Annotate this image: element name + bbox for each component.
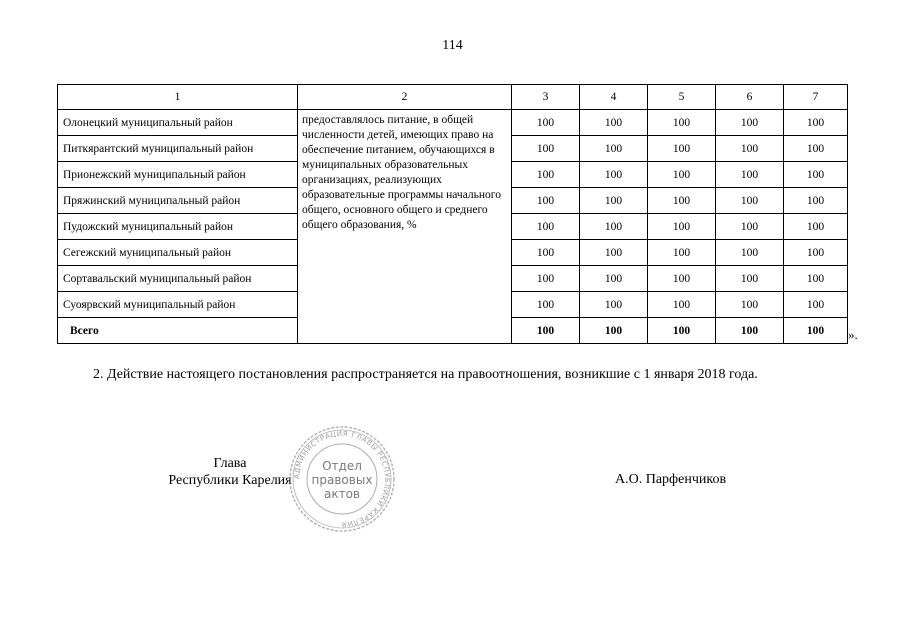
value-cell: 100 [580, 188, 648, 214]
table-header-row [58, 85, 848, 110]
value-cell: 100 [784, 214, 848, 240]
value-cell: 100 [648, 110, 716, 136]
district-name-cell: Питкярантский муниципальный район [58, 136, 298, 162]
value-cell: 100 [784, 266, 848, 292]
signatory-title-line1: Глава [213, 456, 247, 471]
total-value-cell: 100 [648, 318, 716, 344]
stamp-line: Отдел [322, 459, 362, 473]
value-cell: 100 [716, 136, 784, 162]
value-cell: 100 [716, 214, 784, 240]
district-indicator-table [57, 84, 848, 344]
total-value-cell: 100 [580, 318, 648, 344]
value-cell: 100 [716, 188, 784, 214]
column-header: 1 [58, 85, 298, 110]
value-cell: 100 [580, 136, 648, 162]
value-cell: 100 [648, 240, 716, 266]
value-cell: 100 [784, 188, 848, 214]
column-header: 4 [580, 85, 648, 110]
value-cell: 100 [512, 162, 580, 188]
value-cell: 100 [784, 292, 848, 318]
value-cell: 100 [512, 292, 580, 318]
value-cell: 100 [648, 292, 716, 318]
total-value-cell: 100 [784, 318, 848, 344]
district-name-cell: Сегежский муниципальный район [58, 240, 298, 266]
table-row [58, 110, 848, 136]
value-cell: 100 [512, 110, 580, 136]
legal-department-stamp [287, 424, 397, 534]
total-value-cell: 100 [512, 318, 580, 344]
value-cell: 100 [580, 162, 648, 188]
district-name-cell: Олонецкий муниципальный район [58, 110, 298, 136]
value-cell: 100 [512, 188, 580, 214]
value-cell: 100 [716, 266, 784, 292]
value-cell: 100 [512, 136, 580, 162]
column-header: 3 [512, 85, 580, 110]
value-cell: 100 [784, 110, 848, 136]
column-header: 5 [648, 85, 716, 110]
value-cell: 100 [512, 214, 580, 240]
value-cell: 100 [580, 240, 648, 266]
value-cell: 100 [512, 266, 580, 292]
value-cell: 100 [648, 162, 716, 188]
signatory-title-line2: Республики Карелия [168, 473, 292, 488]
closing-quote: ». [848, 327, 858, 342]
column-header: 2 [298, 85, 512, 110]
value-cell: 100 [784, 136, 848, 162]
clause-2-text: 2. Действие настоящего постановления распространяется на правоотношения, возникшие с 1 января 2018 года. [93, 367, 758, 382]
stamp-line: актов [323, 487, 361, 501]
value-cell: 100 [512, 240, 580, 266]
page-number: 114 [442, 38, 463, 53]
district-name-cell: Пряжинский муниципальный район [58, 188, 298, 214]
district-name-cell: Суоярвский муниципальный район [58, 292, 298, 318]
stamp-line: правовых [311, 473, 373, 487]
value-cell: 100 [716, 240, 784, 266]
value-cell: 100 [716, 292, 784, 318]
indicator-description-cell: предоставлялось питание, в общей численности детей, имеющих право на обеспечение питанием, обучающихся в муниципальных образовательных организациях, реализующих образовательные программы начального общего, основного общего и среднего общего образования, % [298, 110, 512, 344]
value-cell: 100 [648, 136, 716, 162]
district-name-cell: Пудожский муниципальный район [58, 214, 298, 240]
signatory-name: А.О. Парфенчиков [615, 472, 727, 487]
value-cell: 100 [716, 110, 784, 136]
value-cell: 100 [784, 162, 848, 188]
district-name-cell: Прионежский муниципальный район [58, 162, 298, 188]
column-header: 7 [784, 85, 848, 110]
value-cell: 100 [580, 266, 648, 292]
signatory-title [150, 455, 310, 489]
column-header: 6 [716, 85, 784, 110]
value-cell: 100 [716, 162, 784, 188]
value-cell: 100 [648, 266, 716, 292]
value-cell: 100 [648, 188, 716, 214]
total-label-cell: Всего [58, 318, 298, 344]
stamp-ring-text: АДМИНИСТРАЦИЯ ГЛАВЫ РЕСПУБЛИКИ КАРЕЛИЯ [292, 429, 392, 529]
total-value-cell: 100 [716, 318, 784, 344]
value-cell: 100 [580, 214, 648, 240]
value-cell: 100 [580, 110, 648, 136]
value-cell: 100 [784, 240, 848, 266]
value-cell: 100 [648, 214, 716, 240]
value-cell: 100 [580, 292, 648, 318]
district-name-cell: Сортавальский муниципальный район [58, 266, 298, 292]
